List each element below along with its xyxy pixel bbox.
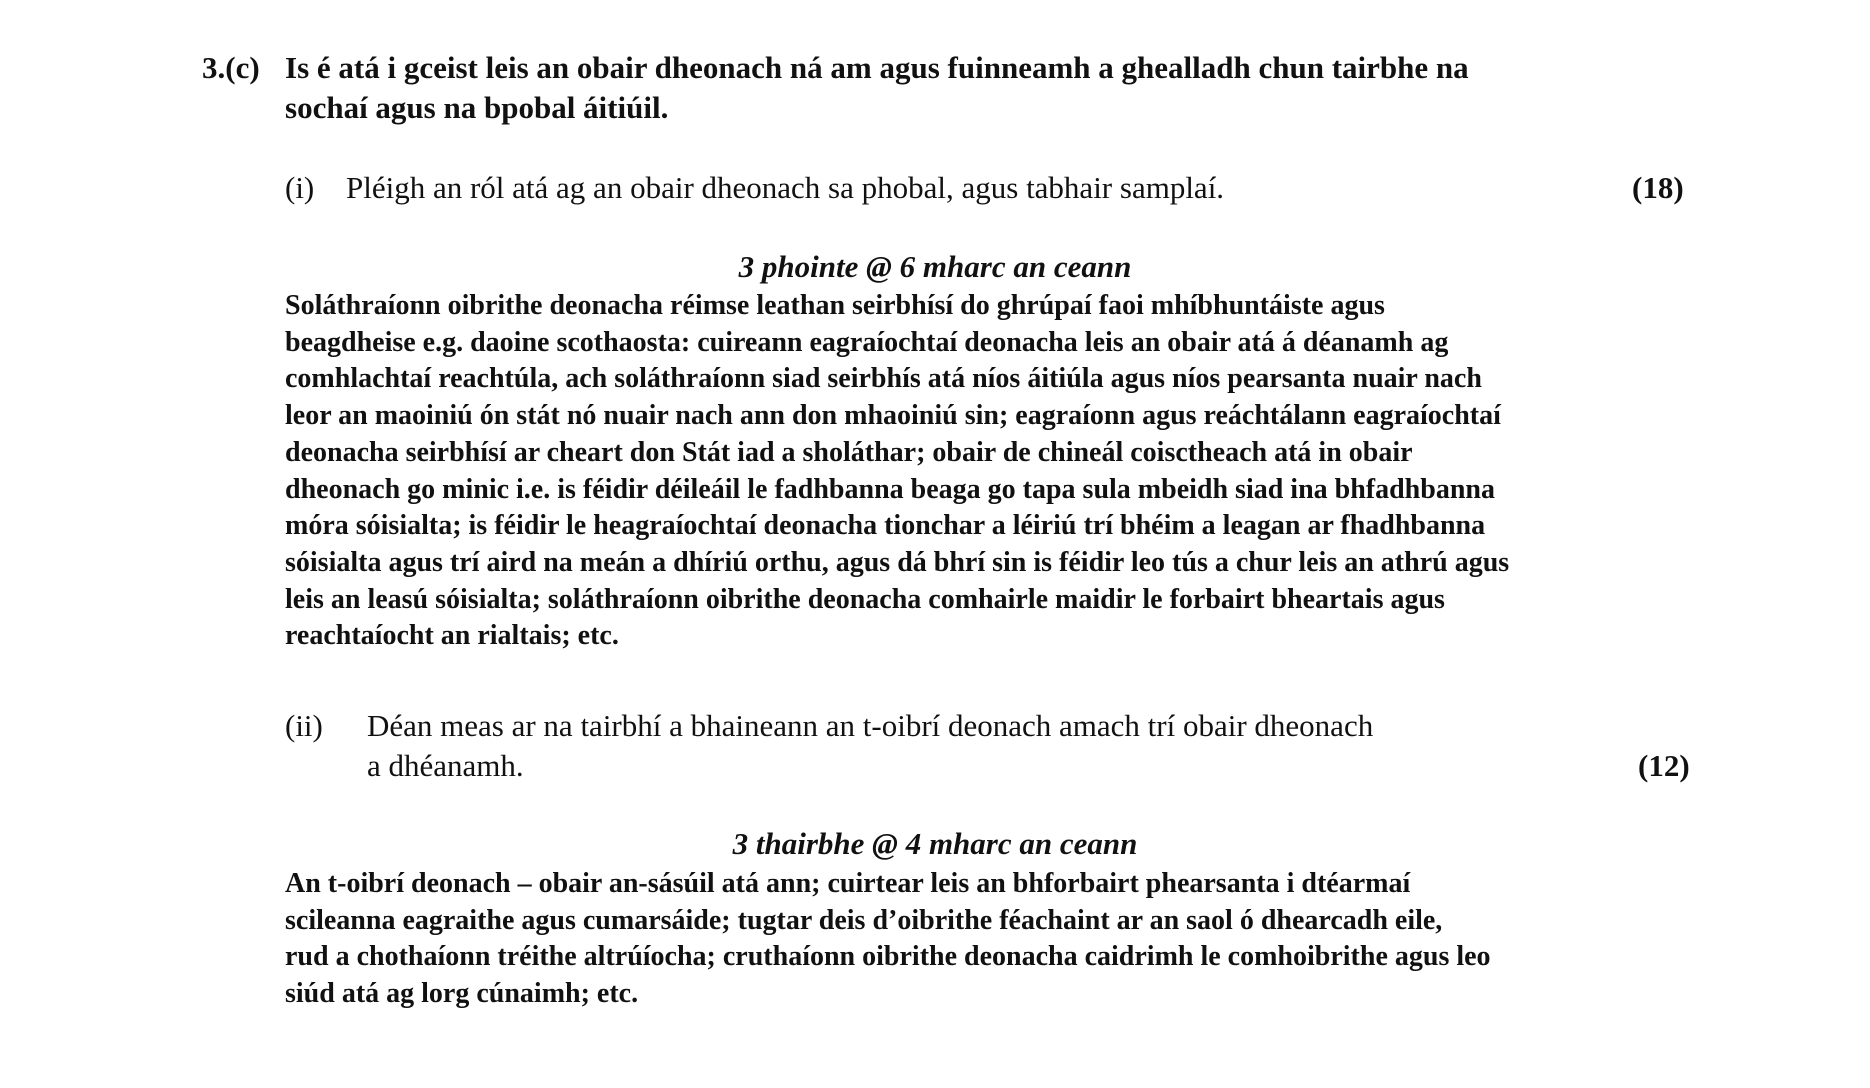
question-stem-line: sochaí agus na bpobal áitiúil. [285, 90, 669, 125]
answer-line: siúd atá ag lorg cúnaimh; etc. [285, 978, 639, 1010]
part-ii-text [367, 706, 1373, 786]
answer-line: móra sóisialta; is féidir le heagraíochtaí deonacha tionchar a léiriú trí bhéim a leagan ar fhadhbanna [285, 510, 1486, 542]
answer-line: Soláthraíonn oibrithe deonacha réimse leathan seirbhísí do ghrúpaí faoi mhíbhuntáiste agus [285, 290, 1385, 321]
answer-line: reachtaíocht an rialtais; etc. [285, 620, 619, 652]
part-ii-text-line: Déan meas ar na tairbhí a bhaineann an t-oibrí deonach amach trí obair dheonach [367, 708, 1374, 743]
question-stem [285, 48, 1705, 128]
answer-line: rud a chothaíonn tréithe altrúíocha; cruthaíonn oibrithe deonacha caidrimh le comhoibrithe agus leo [285, 941, 1491, 973]
part-i-marking-scheme [285, 288, 1705, 655]
answer-line: comhlachtaí reachtúla, ach soláthraíonn siad seirbhís atá níos áitiúla agus níos pearsanta nuair nach [285, 363, 1482, 395]
question-number: 3.(c) [202, 50, 260, 85]
answer-line: leis an leasú sóisialta; soláthraíonn oibrithe deonacha comhairle maidir le forbairt bheartais agus [285, 583, 1445, 615]
part-ii-scheme-heading: 3 thairbhe @ 4 mharc an ceann [732, 826, 1138, 861]
answer-line: deonacha seirbhísí ar cheart don Stát iad a sholáthar; obair de chineál coisctheach atá in obair [285, 436, 1413, 468]
part-ii-label: (ii) [285, 708, 323, 743]
part-ii-marks: (12) [1638, 748, 1690, 783]
part-i-label: (i) [285, 170, 315, 205]
part-i-marks: (18) [1632, 170, 1684, 205]
answer-line: sóisialta agus trí aird na meán a dhíriú orthu, agus dá bhrí sin is féidir leo tús a chur leis an athrú agus [285, 546, 1510, 578]
part-i-text: Pléigh an ról atá ag an obair dheonach sa phobal, agus tabhair samplaí. [346, 170, 1225, 205]
part-i-scheme-heading: 3 phointe @ 6 mharc an ceann [738, 249, 1132, 284]
part-ii-marking-scheme [285, 866, 1705, 1013]
answer-line: scileanna eagraithe agus cumarsáide; tugtar deis d’oibrithe féachaint ar an saol ó dhearcadh eile, [285, 904, 1443, 936]
answer-line: leor an maoiniú ón stát nó nuair nach ann don mhaoiniú sin; eagraíonn agus reáchtálann eagraíochtaí [285, 400, 1501, 432]
part-ii-text-line: a dhéanamh. [367, 748, 524, 783]
answer-line: dheonach go minic i.e. is féidir déileáil le fadhbanna beaga go tapa sula mbeidh siad ina bhfadhbanna [285, 473, 1495, 505]
question-stem-line: Is é atá i gceist leis an obair dheonach ná am agus fuinneamh a ghealladh chun tairbhe na [285, 50, 1469, 85]
answer-line: An t-oibrí deonach – obair an-sásúil atá ann; cuirtear leis an bhforbairt phearsanta i dtéarmaí [285, 868, 1411, 899]
answer-line: beagdheise e.g. daoine scothaosta: cuireann eagraíochtaí deonacha leis an obair atá á déanamh ag [285, 326, 1449, 358]
